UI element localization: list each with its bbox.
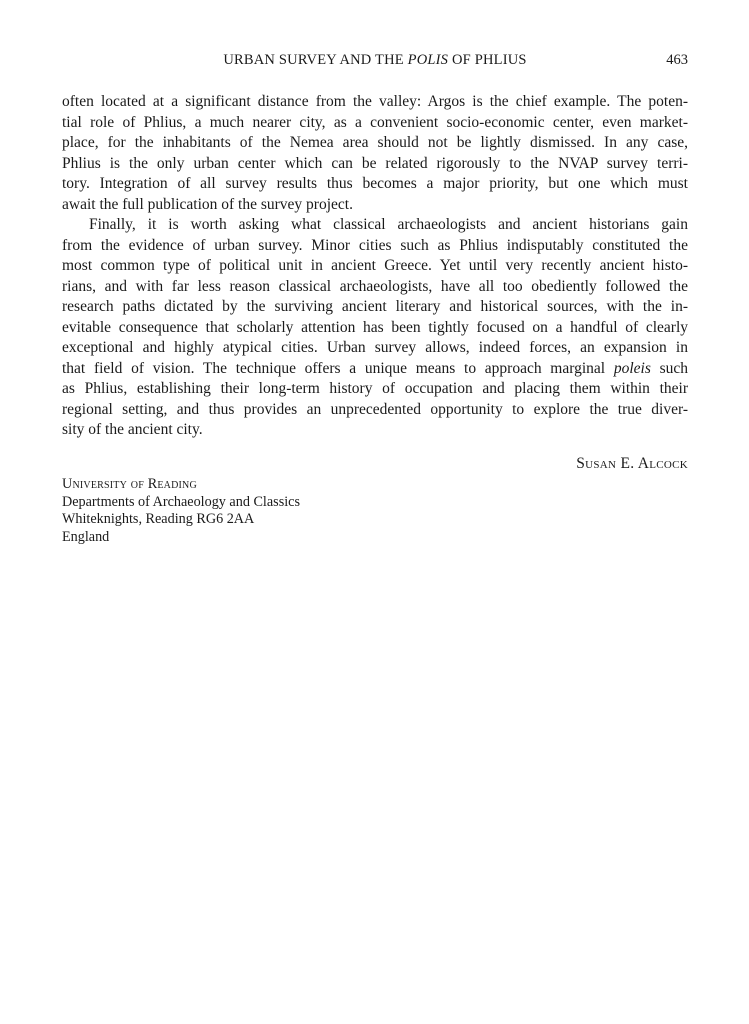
page-number: 463 (666, 52, 688, 68)
italic-term: poleis (613, 359, 651, 377)
paragraph-2 (62, 215, 688, 441)
text-segment: such (650, 359, 688, 377)
text-line: often located at a significant distance from the valley: Argos is the chief example. The poten- (62, 93, 688, 110)
affiliation-department: Departments of Archaeology and Classics (62, 493, 300, 510)
text-line: as Phlius, establishing their long-term history of occupation and placing them within their (62, 380, 688, 397)
text-line: await the full publication of the survey project. (62, 195, 353, 213)
running-title (62, 52, 688, 69)
body-text (62, 92, 688, 441)
text-line: Finally, it is worth asking what classical archaeologists and ancient historians gain (89, 216, 688, 233)
text-line: tory. Integration of all survey results thus becomes a major priority, but one which must (62, 175, 688, 192)
text-line (62, 359, 688, 380)
affiliation-country: England (62, 528, 110, 545)
text-line: sity of the ancient city. (62, 421, 203, 438)
affiliation-institution: University of Reading (62, 476, 197, 492)
author-affiliation (62, 476, 300, 546)
text-line: from the evidence of urban survey. Minor cities such as Phlius indisputably constituted the (62, 236, 688, 254)
running-title-post: OF PHLIUS (448, 52, 527, 68)
running-title-pre: URBAN SURVEY AND THE (223, 52, 408, 68)
text-line: place, for the inhabitants of the Nemea area should not be lightly dismissed. In any case, (62, 134, 688, 151)
text-segment: that field of vision. The technique offers a unique means to approach marginal (62, 359, 614, 377)
text-line: most common type of political unit in ancient Greece. Yet until very recently ancient histo- (62, 257, 688, 274)
author-name: Susan E. Alcock (576, 455, 688, 472)
text-line: tial role of Phlius, a much nearer city, as a convenient socio-economic center, even market- (62, 113, 688, 131)
text-line: Phlius is the only urban center which can be related rigorously to the NVAP survey terri- (62, 154, 688, 172)
text-line: rians, and with far less reason classical archaeologists, have all too obediently followed the (62, 277, 688, 295)
running-head (62, 52, 688, 72)
paragraph-1 (62, 92, 688, 215)
running-title-italic: POLIS (407, 52, 449, 68)
affiliation-address: Whiteknights, Reading RG6 2AA (62, 511, 255, 527)
text-line: research paths dictated by the surviving ancient literary and historical sources, with the in- (62, 298, 688, 315)
text-line: exceptional and highly atypical cities. Urban survey allows, indeed forces, an expansion in (62, 339, 688, 356)
text-line: evitable consequence that scholarly attention has been tightly focused on a handful of clearly (62, 318, 688, 336)
text-line: regional setting, and thus provides an unprecedented opportunity to explore the true diver- (62, 400, 688, 418)
